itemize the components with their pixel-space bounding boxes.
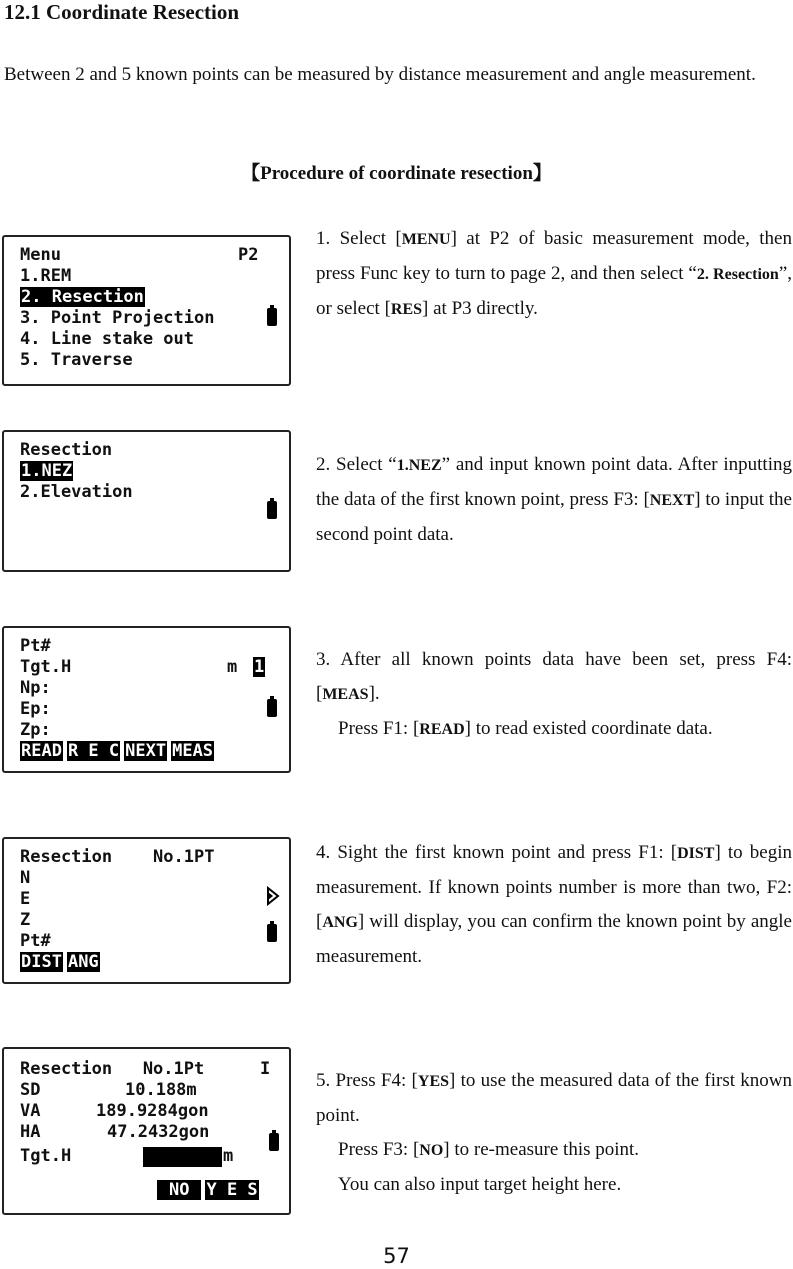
vertical-angle-label: VA bbox=[20, 1101, 41, 1121]
softkey-rec: R E C bbox=[67, 741, 120, 761]
lcd-screen-resection-result bbox=[2, 1047, 291, 1215]
battery-icon bbox=[269, 1133, 279, 1151]
elevation-field: Z bbox=[20, 910, 31, 930]
battery-icon bbox=[267, 501, 277, 519]
screen-title: Menu bbox=[20, 245, 61, 265]
battery-icon bbox=[267, 924, 277, 942]
softkey-bar bbox=[157, 1180, 263, 1200]
softkey-meas: MEAS bbox=[172, 741, 214, 761]
slope-distance-label: SD bbox=[20, 1080, 41, 1100]
slope-distance-value: 10.188m bbox=[125, 1080, 197, 1100]
np-field: Np: bbox=[20, 678, 51, 698]
target-height-input bbox=[143, 1147, 222, 1167]
ep-field: Ep: bbox=[20, 699, 51, 719]
point-name-field: Pt# bbox=[20, 931, 51, 951]
target-height-label: Tgt.H bbox=[20, 1146, 72, 1166]
softkey-ang: ANG bbox=[67, 952, 99, 972]
softkey-bar bbox=[20, 741, 218, 761]
lcd-screen-known-point-input bbox=[2, 626, 291, 773]
softkey-read: READ bbox=[21, 741, 62, 761]
horizontal-angle-label: HA bbox=[20, 1122, 41, 1142]
page-number: 57 bbox=[383, 1244, 410, 1268]
unit-label: m bbox=[223, 1146, 234, 1166]
menu-item-resection: 2. Resection bbox=[21, 287, 144, 307]
menu-item-nez: 1.NEZ bbox=[21, 461, 73, 481]
menu-item-line-stake-out: 4. Line stake out bbox=[20, 329, 194, 349]
menu-item-traverse: 5. Traverse bbox=[20, 350, 133, 370]
menu-item-elevation: 2.Elevation bbox=[20, 482, 133, 502]
softkey-no: NO bbox=[157, 1180, 201, 1200]
battery-icon bbox=[267, 308, 277, 326]
procedure-title: 【Procedure of coordinate resection】 bbox=[241, 163, 552, 184]
point-name-field: Pt# bbox=[20, 636, 51, 656]
lcd-screen-resection-measure bbox=[2, 837, 291, 984]
menu-item-rem: 1.REM bbox=[20, 266, 72, 286]
target-height-field: Tgt.H bbox=[20, 657, 72, 677]
step-4-text: 4. Sight the first known point and press F1: [DIST] to begin measurement. If known points number is more than two, F2: [ANG] will display, you can confirm the known point by angle measurement. bbox=[316, 842, 792, 967]
page-indicator: P2 bbox=[238, 245, 259, 265]
battery-icon bbox=[267, 699, 277, 717]
softkey-dist: DIST bbox=[21, 952, 62, 972]
prism-icon bbox=[266, 886, 280, 906]
page-indicator: 1 bbox=[254, 657, 265, 677]
easting-field: E bbox=[20, 889, 31, 909]
page-indicator: I bbox=[260, 1059, 271, 1079]
section-title: 12.1 Coordinate Resection bbox=[4, 0, 240, 24]
northing-field: N bbox=[20, 868, 31, 888]
screen-title: Resection No.1PT bbox=[20, 847, 215, 867]
screen-title: Resection No.1Pt bbox=[20, 1059, 205, 1079]
lcd-screen-resection bbox=[2, 430, 291, 572]
softkey-next: NEXT bbox=[125, 741, 167, 761]
softkey-yes: Y E S bbox=[206, 1180, 258, 1200]
menu-item-point-projection: 3. Point Projection bbox=[20, 308, 215, 328]
step-1-text: 1. Select [MENU] at P2 of basic measurement mode, then press Func key to turn to page 2, and then select “2. Resection”, or select [RES] at P3 directly. bbox=[316, 228, 793, 319]
unit-label: m bbox=[227, 657, 238, 677]
zp-field: Zp: bbox=[20, 720, 51, 740]
step-3-text: 3. After all known points data have been set, press F4: [MEAS]. Press F1: [READ] to read existed coordinate data. bbox=[316, 649, 792, 739]
softkey-bar bbox=[20, 952, 104, 972]
step-5-text: 5. Press F4: [YES] to use the measured data of the first known point. Press F3: [NO] to re-measure this point. You can also input target height here. bbox=[316, 1070, 792, 1195]
lcd-screen-menu bbox=[2, 235, 291, 386]
vertical-angle-value: 189.9284gon bbox=[96, 1101, 209, 1121]
step-2-text: 2. Select “1.NEZ” and input known point data. After inputting the data of the first known point, press F3: [NEXT] to input the second point data. bbox=[316, 454, 792, 545]
horizontal-angle-value: 47.2432gon bbox=[107, 1122, 210, 1142]
intro-paragraph: Between 2 and 5 known points can be measured by distance measurement and angle measurement. bbox=[4, 64, 756, 85]
screen-title: Resection bbox=[20, 440, 113, 460]
